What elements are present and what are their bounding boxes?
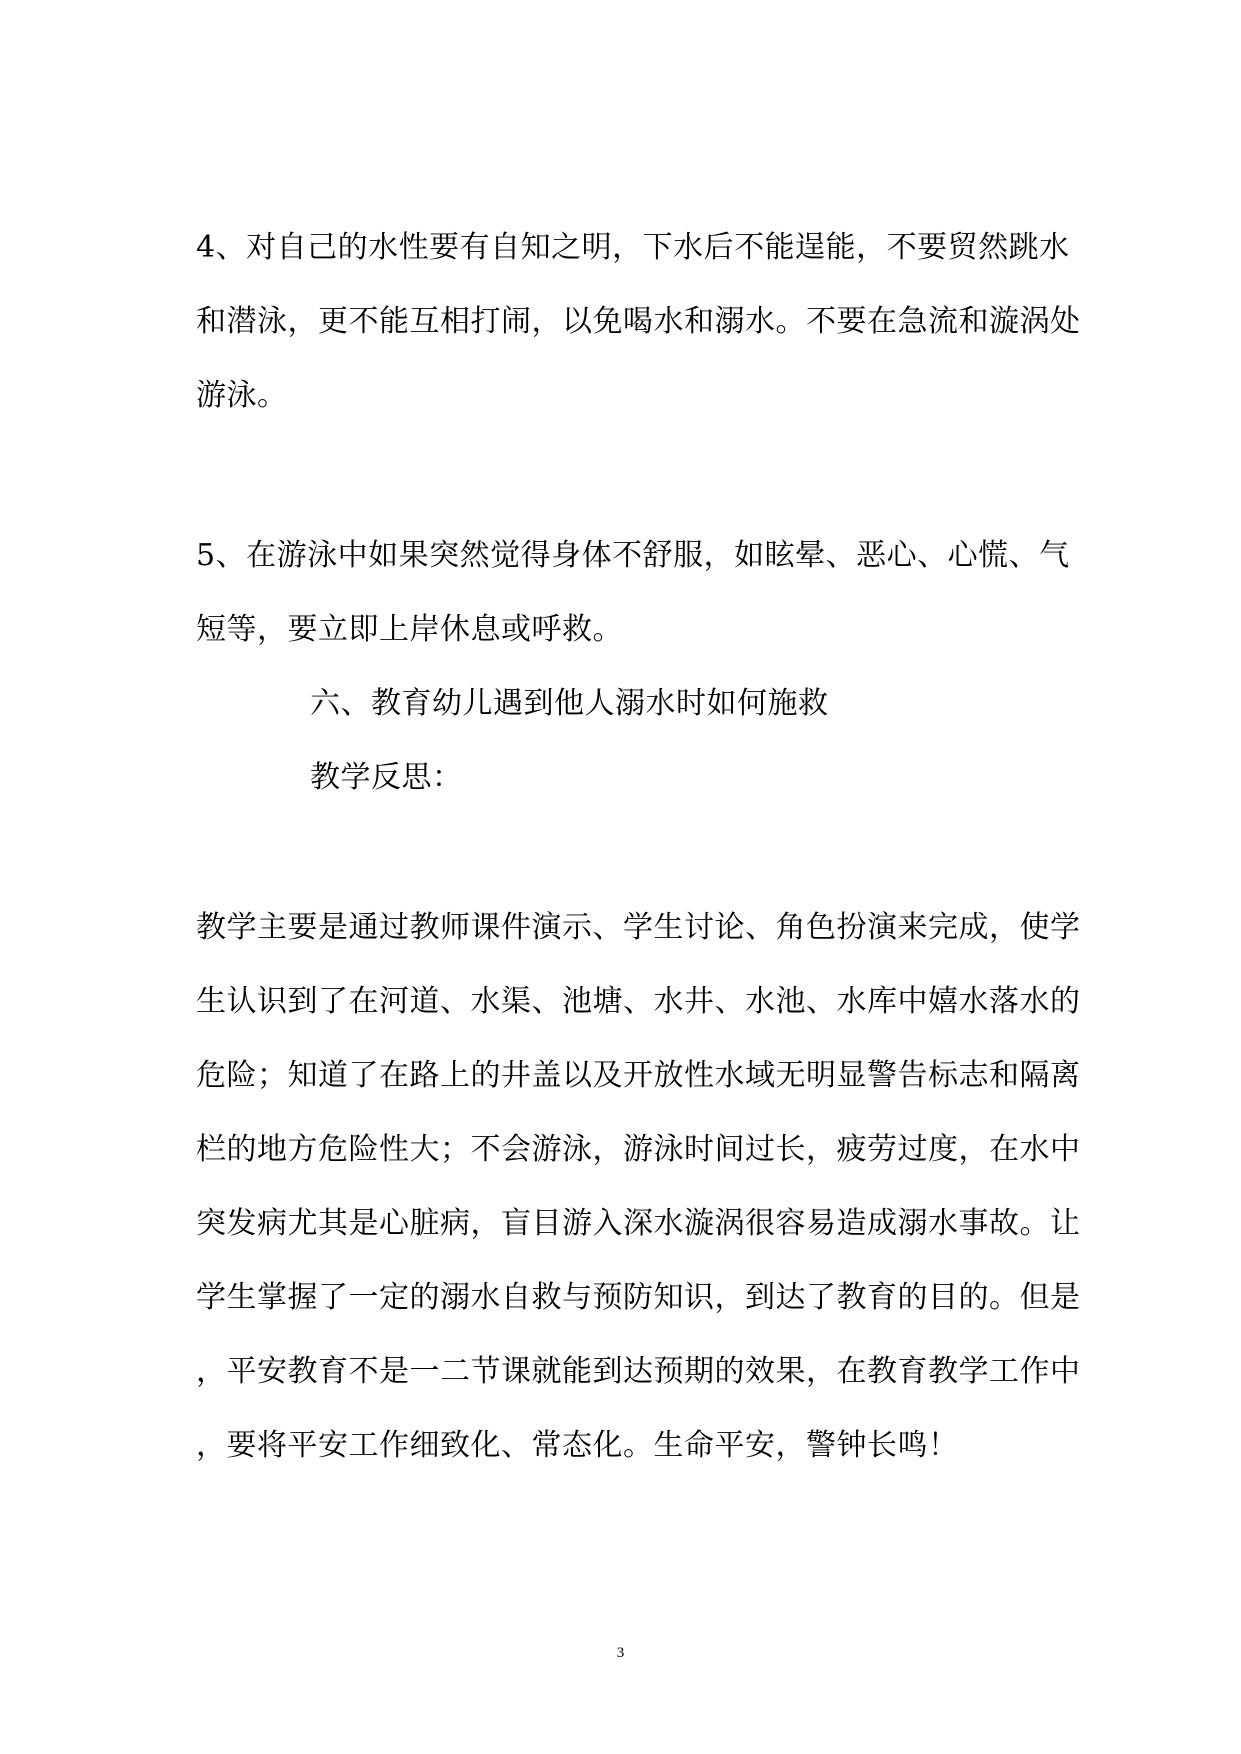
paragraph-5-line-1: 5、在游泳中如果突然觉得身体不舒服，如眩晕、恶心、心慌、气 bbox=[196, 538, 1070, 573]
reflection-line-2: 生认识到了在河道、水渠、池塘、水井、水池、水库中嬉水落水的 bbox=[196, 984, 1081, 1019]
section-heading-rescue: 六、教育幼儿遇到他人溺水时如何施救 bbox=[310, 686, 829, 721]
reflection-line-8: ，要将平安工作细致化、常态化。生命平安，警钟长鸣！ bbox=[196, 1428, 959, 1463]
reflection-line-4: 栏的地方危险性大；不会游泳，游泳时间过长，疲劳过度，在水中 bbox=[196, 1132, 1081, 1167]
paragraph-4-line-1: 4、对自己的水性要有自知之明，下水后不能逞能，不要贸然跳水 bbox=[196, 230, 1070, 265]
paragraph-4-line-2: 和潜泳，更不能互相打闹，以免喝水和溺水。不要在急流和漩涡处 bbox=[196, 304, 1081, 339]
section-heading-reflection: 教学反思： bbox=[310, 760, 463, 795]
reflection-line-3: 危险；知道了在路上的井盖以及开放性水域无明显警告标志和隔离 bbox=[196, 1058, 1081, 1093]
reflection-line-6: 学生掌握了一定的溺水自救与预防知识，到达了教育的目的。但是 bbox=[196, 1280, 1081, 1315]
paragraph-5-line-2: 短等，要立即上岸休息或呼救。 bbox=[196, 612, 623, 647]
reflection-line-7: ，平安教育不是一二节课就能到达预期的效果，在教育教学工作中 bbox=[196, 1354, 1081, 1389]
reflection-line-5: 突发病尤其是心脏病，盲目游入深水漩涡很容易造成溺水事故。让 bbox=[196, 1206, 1081, 1241]
paragraph-4-line-3: 游泳。 bbox=[196, 378, 288, 413]
reflection-line-1: 教学主要是通过教师课件演示、学生讨论、角色扮演来完成，使学 bbox=[196, 910, 1081, 945]
page-number: 3 bbox=[616, 1645, 625, 1661]
